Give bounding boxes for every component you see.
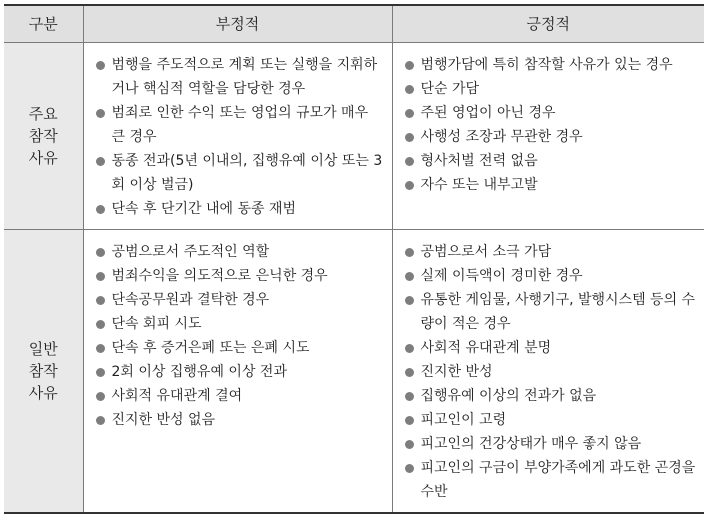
bullet-icon [405,368,414,377]
list-item-text: 피고인이 고령 [420,411,507,428]
list-item-text: 실제 이득액이 경미한 경우 [420,267,583,284]
negative-factor-list [92,53,384,221]
bullet-icon [96,368,105,377]
category-cell-general [4,229,83,513]
bullet-icon [405,248,414,257]
bullet-icon [405,440,414,449]
list-item [401,288,697,336]
bullet-icon [96,109,105,118]
bullet-icon [405,344,414,353]
list-item [92,264,384,288]
positive-factors-cell [392,42,704,229]
list-item [401,384,697,408]
bullet-icon [96,296,105,305]
list-item-text: 진지한 반성 없음 [111,411,216,428]
list-item-text: 동종 전과(5년 이내의, 집행유예 이상 또는 3회 이상 벌금) [111,152,383,193]
bullet-icon [96,248,105,257]
list-item-text: 사회적 유대관계 분명 [420,339,552,356]
list-item-text: 집행유예 이상의 전과가 없음 [420,387,597,404]
list-item [92,336,384,360]
list-item-text: 2회 이상 집행유예 이상 전과 [111,363,287,380]
category-label-line: 일반 [28,339,58,358]
header-positive: 긍정적 [392,5,704,42]
list-item [92,149,384,197]
list-item-text: 공범으로서 소극 가담 [420,243,552,260]
bullet-icon [405,85,414,94]
bullet-icon [405,296,414,305]
negative-factor-list [92,240,384,432]
list-item [92,197,384,221]
bullet-icon [405,109,414,118]
bullet-icon [405,416,414,425]
bullet-icon [96,416,105,425]
positive-factor-list [401,240,697,504]
list-item-text: 범죄로 인한 수익 또는 영업의 규모가 매우 큰 경우 [111,104,369,145]
list-item-text: 단속 후 단기간 내에 동종 재범 [111,200,297,217]
list-item [92,53,384,101]
list-item [401,432,697,456]
list-item [401,77,697,101]
list-item [401,53,697,77]
bullet-icon [405,464,414,473]
header-negative: 부정적 [83,5,392,42]
list-item-text: 사행성 조장과 무관한 경우 [420,128,583,145]
table-row [4,42,704,229]
list-item-text: 진지한 반성 [420,363,493,380]
list-item [401,240,697,264]
list-item [92,384,384,408]
list-item [401,101,697,125]
list-item [401,456,697,504]
list-item [92,360,384,384]
list-item [401,125,697,149]
bullet-icon [96,272,105,281]
list-item-text: 단순 가담 [420,80,480,97]
bullet-icon [96,344,105,353]
list-item-text: 형사처벌 전력 없음 [420,152,538,169]
header-row [4,5,704,42]
list-item [401,408,697,432]
list-item [401,336,697,360]
list-item [401,149,697,173]
bullet-icon [405,272,414,281]
list-item-text: 공범으로서 주도적인 역할 [111,243,270,260]
list-item [92,288,384,312]
category-label-line: 주요 [28,104,58,123]
bullet-icon [405,181,414,190]
list-item-text: 피고인의 구금이 부양가족에게 과도한 곤경을 수반 [420,459,696,500]
bullet-icon [96,392,105,401]
bullet-icon [405,133,414,142]
list-item [92,408,384,432]
bullet-icon [96,205,105,214]
list-item-text: 범행을 주도적으로 계획 또는 실행을 지휘하거나 핵심적 역할을 담당한 경우 [111,56,378,97]
category-label-line: 참작 [28,361,58,380]
bullet-icon [96,61,105,70]
list-item-text: 유통한 게임물, 사행기구, 발행시스템 등의 수량이 적은 경우 [420,291,696,332]
list-item-text: 자수 또는 내부고발 [420,176,538,193]
table-row [4,229,704,513]
category-label-line: 사유 [28,148,58,167]
list-item-text: 범죄수익을 의도적으로 은닉한 경우 [111,267,328,284]
list-item-text: 피고인의 건강상태가 매우 좋지 않음 [420,435,642,452]
positive-factor-list [401,53,697,197]
list-item-text: 단속 회피 시도 [111,315,202,332]
negative-factors-cell [83,42,392,229]
bullet-icon [405,392,414,401]
header-category: 구분 [4,5,83,42]
list-item [92,101,384,149]
list-item-text: 사회적 유대관계 결여 [111,387,243,404]
list-item [401,173,697,197]
bullet-icon [96,320,105,329]
list-item [92,240,384,264]
positive-factors-cell [392,229,704,513]
bullet-icon [96,157,105,166]
list-item-text: 범행가담에 특히 참작할 사유가 있는 경우 [420,56,673,73]
category-label-line: 참작 [28,126,58,145]
category-cell-major [4,42,83,229]
category-label-line: 사유 [28,383,58,402]
list-item-text: 주된 영업이 아닌 경우 [420,104,556,121]
list-item [401,360,697,384]
bullet-icon [405,61,414,70]
list-item [401,264,697,288]
bullet-icon [405,157,414,166]
list-item-text: 단속공무원과 결탁한 경우 [111,291,270,308]
sentencing-factors-table [4,4,704,514]
list-item [92,312,384,336]
negative-factors-cell [83,229,392,513]
list-item-text: 단속 후 증거은폐 또는 은폐 시도 [111,339,310,356]
